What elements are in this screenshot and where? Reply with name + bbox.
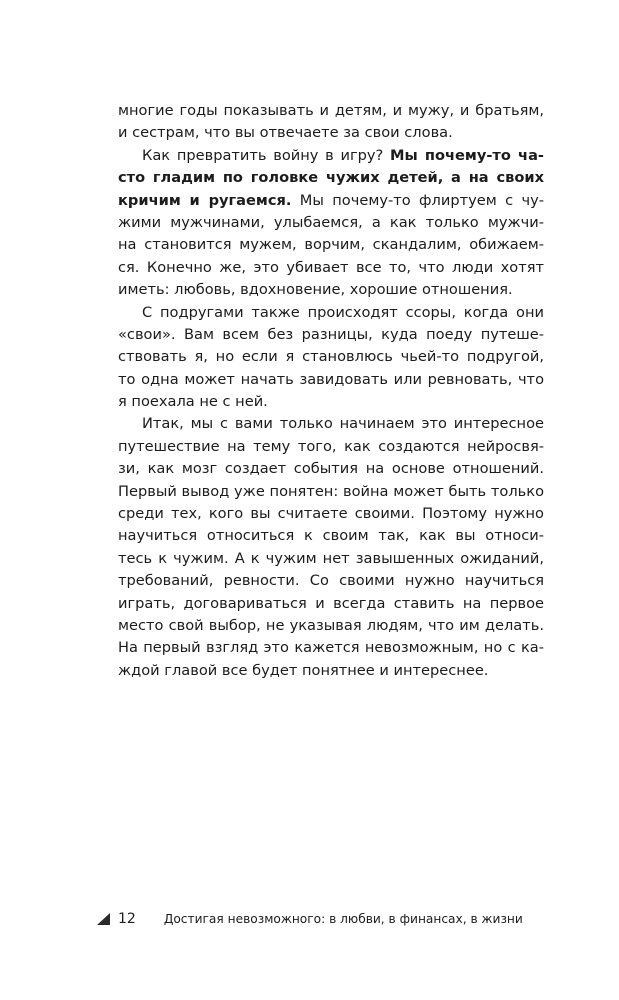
text-run: Мы почему-то флиртуем с чу- (291, 191, 544, 209)
text-line: ждой главой все будет понятнее и интереснее. (118, 661, 489, 679)
text-line (118, 145, 544, 167)
text-line: ся. Конечно же, это убивает все то, что люди хотят (118, 258, 544, 276)
text-line: многие годы показывать и детям, и мужу, и братьям, (118, 102, 544, 119)
page-number: 12 (118, 911, 136, 927)
text-run: Как превратить войну в игру? (142, 146, 390, 164)
text-line: «свои». Вам всем без разницы, куда поеду путеше- (118, 325, 544, 343)
text-line (118, 190, 544, 212)
paragraph-4 (118, 413, 544, 682)
paragraph-1 (118, 100, 544, 145)
text-line: путешествие на тему того, как создаются нейросвя- (118, 437, 544, 455)
text-line: то одна может начать завидовать или ревновать, что (118, 370, 544, 388)
text-line: среди тех, кого вы считаете своими. Поэтому нужно (118, 505, 544, 523)
text-line: зи, как мозг создает события на основе отношений. (118, 460, 544, 478)
text-line: На первый взгляд это кажется невозможным, но с ка- (118, 639, 544, 657)
text-line: жими мужчинами, улыбаемся, а как только мужчи- (118, 213, 544, 231)
text-line: иметь: любовь, вдохновение, хорошие отношения. (118, 281, 513, 299)
text-line: на становится мужем, ворчим, скандалим, обижаем- (118, 236, 544, 254)
page-body (118, 100, 544, 682)
bold-text-run: кричим и ругаемся. (118, 191, 292, 209)
text-line: сто гладим по головке чужих детей, а на своих (118, 169, 544, 187)
text-line: Итак, мы с вами только начинаем это интересное (142, 415, 544, 433)
paragraph-3 (118, 302, 544, 414)
text-line: научиться относиться к своим так, как вы относи- (118, 527, 544, 545)
text-line: место свой выбор, не указывая людям, что им делать. (118, 616, 544, 634)
text-line: ствовать я, но если я становлюсь чьей-то подругой, (118, 348, 544, 366)
text-line: Первый вывод уже понятен: война может быть только (118, 482, 544, 500)
text-line: требований, ревности. Со своими нужно научиться (118, 572, 544, 590)
triangle-marker-icon (97, 913, 110, 925)
text-line: С подругами также происходят ссоры, когда они (142, 303, 544, 321)
page-footer (97, 908, 523, 930)
text-line: и сестрам, что вы отвечаете за свои слова. (118, 124, 453, 142)
bold-text-run: Мы почему-то ча- (390, 146, 544, 164)
text-line: я поехала не с ней. (118, 393, 268, 411)
text-line: тесь к чужим. А к чужим нет завышенных ожиданий, (118, 549, 544, 567)
text-line: играть, договариваться и всегда ставить на первое (118, 594, 544, 612)
paragraph-2 (118, 145, 544, 302)
running-title: Достигая невозможного: в любви, в финансах, в жизни (163, 912, 523, 926)
